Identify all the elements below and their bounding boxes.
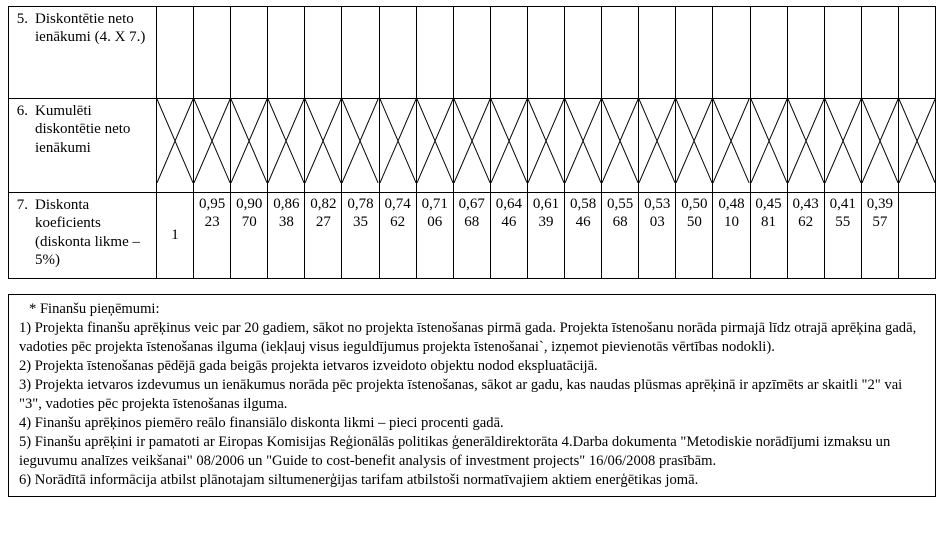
discount-factor-value-decimals: 27 xyxy=(315,214,331,231)
discount-factor-value-decimals: 39 xyxy=(538,214,554,231)
table-cell xyxy=(713,7,750,99)
discount-factor-value: 0,48 xyxy=(718,196,745,212)
discount-factor-value-decimals: 10 xyxy=(723,214,739,231)
discount-factor-value-decimals: 35 xyxy=(353,214,369,231)
discount-factor-value: 0,39 xyxy=(866,196,893,212)
discount-factor-value: 0,82 xyxy=(310,196,337,212)
discount-factor-value-decimals: 55 xyxy=(835,214,851,231)
crossed-out-cell xyxy=(342,99,379,193)
discount-factor-cell xyxy=(898,193,935,279)
table-cell xyxy=(490,7,527,99)
crossed-out-cell xyxy=(416,99,453,193)
discount-factor-cell xyxy=(231,193,268,279)
note-item: 1) Projekta finanšu aprēķinus veic par 20 gadiem, sākot no projekta īstenošanas pirmā gada. Projekta īstenošanu norāda pirmajā līdz otrajā aprēķina gadā, vadoties pēc projekta īstenošanas ilguma (iekļauj visus ieguldījumus projekta īstenošanai`, izņemot pievienotās vērtības nodokli). xyxy=(19,319,917,355)
financial-assumptions-box xyxy=(8,294,936,497)
table-cell xyxy=(527,7,564,99)
discount-factor-value: 0,55 xyxy=(607,196,634,212)
discount-factor-cell xyxy=(490,193,527,279)
discount-factor-value-decimals: 62 xyxy=(798,214,814,231)
discount-factor-cell xyxy=(861,193,898,279)
discount-factor-cell xyxy=(602,193,639,279)
discount-factor-cell xyxy=(268,193,305,279)
crossed-out-cell xyxy=(898,99,935,193)
table-cell xyxy=(861,7,898,99)
discount-factor-cell xyxy=(194,193,231,279)
table-cell xyxy=(565,7,602,99)
row-label-cell xyxy=(9,193,157,279)
crossed-out-cell xyxy=(602,99,639,193)
discount-factor-value: 0,58 xyxy=(569,196,597,212)
discount-factor-value: 1 xyxy=(171,227,179,243)
discount-factor-cell xyxy=(305,193,342,279)
table-cell xyxy=(231,7,268,99)
discount-factor-cell xyxy=(379,193,416,279)
row-number: 5. xyxy=(16,11,28,27)
discount-factor-value: 0,67 xyxy=(458,196,485,212)
table-row xyxy=(9,7,936,99)
discount-factor-cell xyxy=(453,193,490,279)
crossed-out-cell xyxy=(565,99,602,193)
discount-factor-value-decimals: 38 xyxy=(278,214,294,231)
table-cell xyxy=(787,7,824,99)
table-cell xyxy=(898,7,935,99)
crossed-out-cell xyxy=(639,99,676,193)
discount-factor-cell xyxy=(157,193,194,279)
discount-factor-cell xyxy=(639,193,676,279)
discount-factor-value-decimals: 68 xyxy=(464,214,480,231)
row-label-text: Diskontētie neto ienākumi (4. X 7.) xyxy=(35,11,146,46)
table-row xyxy=(9,193,936,279)
discount-factor-cell xyxy=(750,193,787,279)
crossed-out-cell xyxy=(453,99,490,193)
table-cell xyxy=(676,7,713,99)
crossed-out-cell xyxy=(787,99,824,193)
discount-factor-value: 0,61 xyxy=(532,196,560,212)
discount-factor-cell xyxy=(527,193,564,279)
crossed-out-cell xyxy=(750,99,787,193)
discount-factor-value: 0,95 xyxy=(199,196,226,212)
table-cell xyxy=(639,7,676,99)
crossed-out-cell xyxy=(194,99,231,193)
row-label-text: Diskonta koeficients (diskonta likme – 5%) xyxy=(35,197,140,268)
row-number: 7. xyxy=(16,197,28,213)
table-cell xyxy=(453,7,490,99)
crossed-out-cell xyxy=(231,99,268,193)
discount-factor-value: 0,78 xyxy=(347,196,374,212)
discount-factor-value-decimals: 46 xyxy=(575,214,591,231)
note-item: 6) Norādītā informācija atbilst plānotajam siltumenerģijas tarifam atbilstoši normatīvajiem aktiem enerģētikas jomā. xyxy=(19,471,699,488)
discount-factor-value-decimals: 50 xyxy=(686,214,702,231)
discount-factor-value-decimals: 46 xyxy=(501,214,517,231)
discount-factor-value-decimals: 03 xyxy=(649,214,665,231)
discount-factor-cell xyxy=(787,193,824,279)
table-cell xyxy=(157,7,194,99)
financial-calculation-table xyxy=(8,6,936,279)
crossed-out-cell xyxy=(861,99,898,193)
discount-factor-value-decimals: 68 xyxy=(612,214,628,231)
row-number: 6. xyxy=(16,103,28,119)
discount-factor-value-decimals: 81 xyxy=(761,214,777,231)
table-cell xyxy=(824,7,861,99)
discount-factor-value: 0,43 xyxy=(792,196,819,212)
table-cell xyxy=(342,7,379,99)
table-cell xyxy=(194,7,231,99)
note-item: 5) Finanšu aprēķini ir pamatoti ar Eiropas Komisijas Reģionālās politikas ģenerāldirektorāta 4.Darba dokumenta "Metodiskie norādījumi izmaksu un ieguvumu analīzes veikšanai" 08/2006 un "Guide to cost-benefit analysis of investment projects" 16/06/2008 prasībām. xyxy=(19,433,891,469)
crossed-out-cell xyxy=(713,99,750,193)
crossed-out-cell xyxy=(527,99,564,193)
crossed-out-cell xyxy=(379,99,416,193)
table-cell xyxy=(268,7,305,99)
crossed-out-cell xyxy=(268,99,305,193)
row-label-text: Kumulēti diskontētie neto ienākumi xyxy=(35,103,131,156)
notes-title: * Finanšu pieņēmumi: xyxy=(29,301,160,317)
discount-factor-value: 0,45 xyxy=(755,196,782,212)
note-item: 3) Projekta ietvaros izdevumus un ienākumus norāda pēc projekta īstenošanas, sākot ar gadu, kas naudas plūsmas aprēķinā ir apzīmēts ar skaitli "2" vai "3", vadoties pēc projekta īstenošanas ilguma. xyxy=(19,376,903,412)
table-cell xyxy=(602,7,639,99)
discount-factor-value: 0,53 xyxy=(644,196,671,212)
discount-factor-value: 0,90 xyxy=(236,196,263,212)
note-item: 2) Projekta īstenošanas pēdējā gada beigās projekta ietvaros izveidoto objektu nodod ekspluatācijā. xyxy=(19,357,598,374)
row-label-cell xyxy=(9,99,157,193)
table-cell xyxy=(305,7,342,99)
crossed-out-cell xyxy=(676,99,713,193)
crossed-out-cell xyxy=(305,99,342,193)
table-row xyxy=(9,99,936,193)
discount-factor-cell xyxy=(342,193,379,279)
row-label-cell xyxy=(9,7,157,99)
discount-factor-cell xyxy=(676,193,713,279)
discount-factor-value: 0,71 xyxy=(421,196,448,212)
discount-factor-cell xyxy=(416,193,453,279)
discount-factor-value-decimals: 23 xyxy=(204,214,220,231)
discount-factor-value: 0,41 xyxy=(829,196,856,212)
table-cell xyxy=(379,7,416,99)
discount-factor-cell xyxy=(565,193,602,279)
note-item: 4) Finanšu aprēķinos piemēro reālo finansiālo diskonta likmi – pieci procenti gadā. xyxy=(19,414,504,431)
crossed-out-cell xyxy=(157,99,194,193)
table-cell xyxy=(416,7,453,99)
discount-factor-value-decimals: 06 xyxy=(427,214,443,231)
discount-factor-value-decimals: 70 xyxy=(241,214,257,231)
discount-factor-cell xyxy=(713,193,750,279)
discount-factor-value-decimals: 62 xyxy=(390,214,406,231)
crossed-out-cell xyxy=(824,99,861,193)
crossed-out-cell xyxy=(490,99,527,193)
discount-factor-value: 0,50 xyxy=(681,196,708,212)
discount-factor-value-decimals: 57 xyxy=(872,214,888,231)
discount-factor-value: 0,74 xyxy=(384,196,411,212)
discount-factor-cell xyxy=(824,193,861,279)
discount-factor-value: 0,64 xyxy=(495,196,523,212)
table-cell xyxy=(750,7,787,99)
discount-factor-value: 0,86 xyxy=(273,196,300,212)
